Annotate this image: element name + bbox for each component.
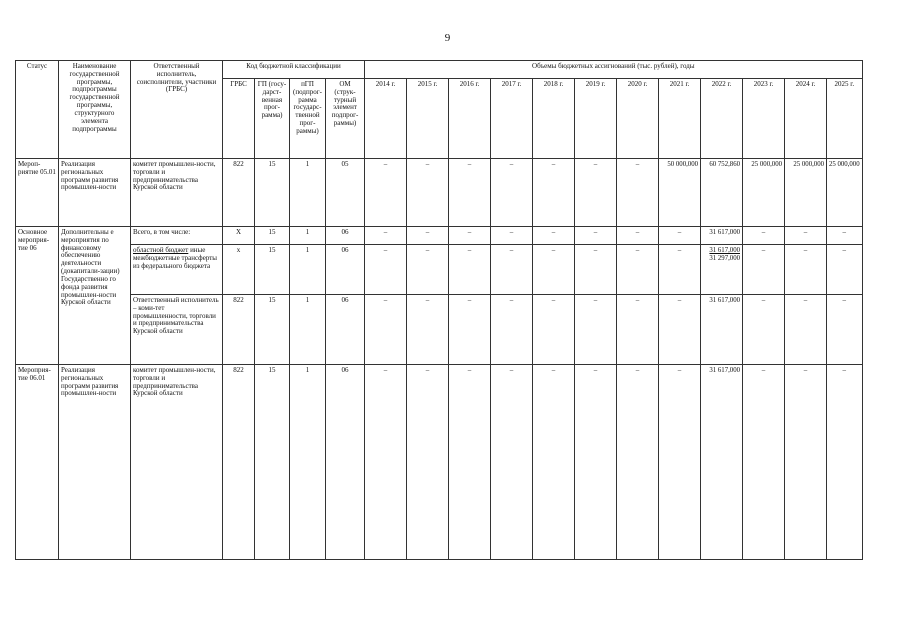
value-cell: – — [365, 365, 407, 560]
row-pgp: 1 — [290, 295, 326, 365]
value-cell: 31 617,000 — [701, 227, 743, 245]
header-status: Статус — [16, 61, 59, 159]
value-cell: – — [575, 159, 617, 227]
row-status: Основное мероприя-тие 06 — [16, 227, 59, 365]
value-cell: – — [533, 295, 575, 365]
row-om: 06 — [326, 245, 365, 295]
header-responsible: Ответственный исполнитель, соисполнители, участники (ГРБС) — [131, 61, 223, 159]
value-cell: – — [407, 245, 449, 295]
row-status: Мероприя-тие 06.01 — [16, 365, 59, 560]
value-cell: 31 617,000 — [701, 365, 743, 560]
value-cell: 50 000,000 — [659, 159, 701, 227]
row-grbs: 822 — [223, 159, 255, 227]
header-year: 2016 г. — [449, 79, 491, 159]
row-grbs: 822 — [223, 365, 255, 560]
header-year: 2019 г. — [575, 79, 617, 159]
row-gp: 15 — [255, 159, 290, 227]
row-om: 06 — [326, 227, 365, 245]
table-row — [16, 245, 863, 295]
value-cell: – — [491, 227, 533, 245]
header-code-group: Код бюджетной классификации — [223, 61, 365, 79]
row-gp: 15 — [255, 227, 290, 245]
value-cell: – — [533, 365, 575, 560]
row-pgp: 1 — [290, 227, 326, 245]
row-om: 06 — [326, 365, 365, 560]
value-cell: – — [617, 365, 659, 560]
table-row — [16, 365, 863, 560]
header-year: 2017 г. — [491, 79, 533, 159]
value-cell: – — [617, 245, 659, 295]
value-2022-federal: 31 297,000 — [709, 254, 740, 262]
value-cell: – — [785, 227, 827, 245]
value-cell: – — [449, 227, 491, 245]
table-row — [16, 159, 863, 227]
value-cell: – — [785, 295, 827, 365]
value-cell: – — [575, 295, 617, 365]
value-cell: 25 000,000 — [827, 159, 863, 227]
value-cell: – — [617, 295, 659, 365]
header-grbs: ГРБС — [223, 79, 255, 159]
table-row — [16, 227, 863, 245]
budget-table — [15, 60, 863, 560]
row-gp: 15 — [255, 365, 290, 560]
row-name: Реализация региональных программ развития промышлен-ности — [59, 159, 131, 227]
value-cell: – — [785, 245, 827, 295]
value-cell: – — [659, 295, 701, 365]
header-volumes-group: Объемы бюджетных ассигнований (тыс. рублей), годы — [365, 61, 863, 79]
value-cell: – — [659, 245, 701, 295]
value-cell: – — [491, 159, 533, 227]
header-name: Наименование государственной программы, подпрограммы государственной программы, структурного элемента подпрограммы — [59, 61, 131, 159]
value-cell: – — [827, 245, 863, 295]
value-cell: – — [491, 245, 533, 295]
row-om: 06 — [326, 295, 365, 365]
value-cell: – — [407, 227, 449, 245]
value-cell: – — [491, 365, 533, 560]
row-pgp: 1 — [290, 365, 326, 560]
federal-transfers-label: иные межбюджетные трансферты из федерального бюджета — [133, 246, 217, 270]
header-om: ОМ (струк-турный элемент подпрог-раммы) — [326, 79, 365, 159]
header-year: 2025 г. — [827, 79, 863, 159]
row-status: Мероп-риятие 05.01 — [16, 159, 59, 227]
value-cell: – — [365, 227, 407, 245]
row-grbs: х — [223, 245, 255, 295]
value-cell: 25 000,000 — [785, 159, 827, 227]
row-om: 05 — [326, 159, 365, 227]
value-cell: – — [617, 159, 659, 227]
value-cell: – — [659, 227, 701, 245]
value-2022-regional: 31 617,000 — [709, 247, 740, 254]
value-cell: – — [407, 159, 449, 227]
row-responsible — [131, 245, 223, 295]
value-cell: – — [449, 245, 491, 295]
value-cell: – — [659, 365, 701, 560]
row-responsible: Ответственный исполнитель – коми-тет промышленности, торговли и предпринимательства Курской области — [131, 295, 223, 365]
table-row — [16, 295, 863, 365]
value-cell: – — [491, 295, 533, 365]
value-cell: 31 617,000 — [701, 295, 743, 365]
row-responsible: Всего, в том числе: — [131, 227, 223, 245]
value-cell: – — [743, 245, 785, 295]
value-cell: – — [743, 365, 785, 560]
row-grbs: Х — [223, 227, 255, 245]
value-cell: – — [827, 365, 863, 560]
value-cell: – — [449, 365, 491, 560]
value-cell: – — [365, 245, 407, 295]
value-cell — [701, 245, 743, 295]
value-cell: – — [533, 227, 575, 245]
header-year: 2018 г. — [533, 79, 575, 159]
value-cell: – — [575, 227, 617, 245]
value-cell: – — [449, 295, 491, 365]
regional-budget-label: областной бюджет — [133, 246, 189, 254]
header-pgp: пГП (подпрог-рамма государс-твенной прог-раммы) — [290, 79, 326, 159]
value-cell: – — [743, 227, 785, 245]
value-cell: 25 000,000 — [743, 159, 785, 227]
row-responsible: комитет промышлен-ности, торговли и предпринимательства Курской области — [131, 159, 223, 227]
value-cell: – — [743, 295, 785, 365]
row-name: Реализация региональных программ развития промышлен-ности — [59, 365, 131, 560]
value-cell: – — [407, 365, 449, 560]
header-year: 2021 г. — [659, 79, 701, 159]
header-year: 2024 г. — [785, 79, 827, 159]
value-cell: – — [407, 295, 449, 365]
value-cell: – — [617, 227, 659, 245]
value-cell: – — [533, 159, 575, 227]
row-responsible: комитет промышлен-ности, торговли и предпринимательства Курской области — [131, 365, 223, 560]
value-cell: – — [365, 295, 407, 365]
header-row-1 — [16, 61, 863, 79]
header-year: 2020 г. — [617, 79, 659, 159]
page-number: 9 — [444, 32, 451, 44]
row-gp: 15 — [255, 245, 290, 295]
header-gp: ГП (госу-дарст-венная прог-рамма) — [255, 79, 290, 159]
row-name: Дополнительны е мероприятия по финансовому обеспечению деятельности (докапитали-зации) Государственно го фонда развития промышлен-ности Курской области — [59, 227, 131, 365]
value-cell: – — [365, 159, 407, 227]
row-grbs: 822 — [223, 295, 255, 365]
header-year: 2022 г. — [701, 79, 743, 159]
row-gp: 15 — [255, 295, 290, 365]
value-cell: – — [575, 245, 617, 295]
value-cell: – — [827, 227, 863, 245]
value-cell: – — [575, 365, 617, 560]
value-cell: 60 752,860 — [701, 159, 743, 227]
row-pgp: 1 — [290, 245, 326, 295]
value-cell: – — [785, 365, 827, 560]
value-cell: – — [449, 159, 491, 227]
header-year: 2015 г. — [407, 79, 449, 159]
header-year: 2014 г. — [365, 79, 407, 159]
header-year: 2023 г. — [743, 79, 785, 159]
value-cell: – — [827, 295, 863, 365]
value-cell: – — [533, 245, 575, 295]
row-pgp: 1 — [290, 159, 326, 227]
